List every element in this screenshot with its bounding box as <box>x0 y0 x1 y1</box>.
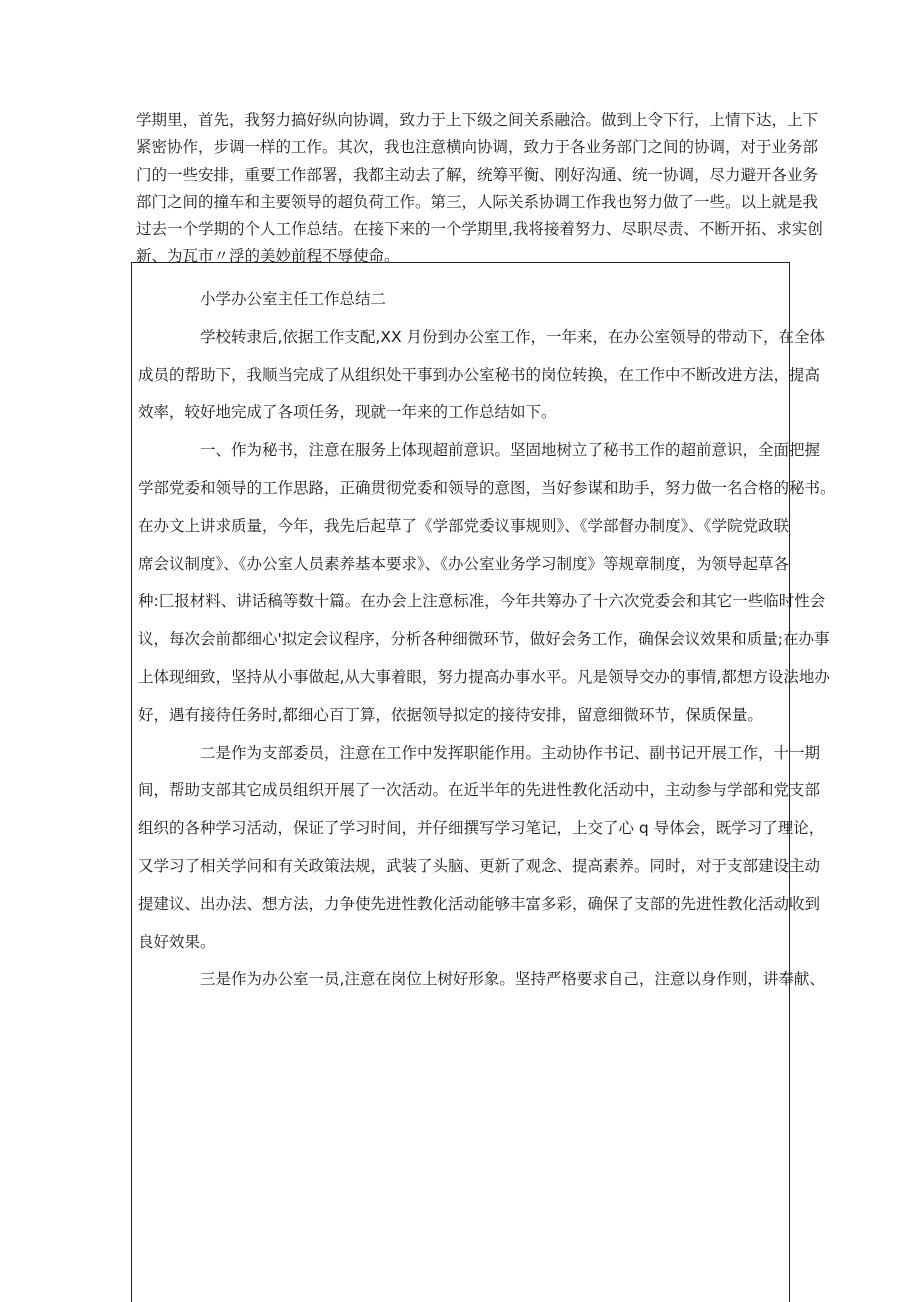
text-line: 成员的帮助下，我顺当完成了从组织处干事到办公室秘书的岗位转换，在工作中不断改进方法，提高 <box>138 365 821 384</box>
text-line: 议，每次会前都细心'拟定会议程序，分析各种细微环节，做好会务工作，确保会议效果和质量;在办事 <box>138 630 830 649</box>
text-line: 过去一个学期的个人工作总结。在接下来的一个学期里,我将接着努力、尽职尽责、不断开拓、求实创 <box>136 220 823 239</box>
text-line: 门的一些安排，重要工作部署，我都主动去了解，统筹平衡、刚好沟通、统一协调，尽力避开各业务 <box>136 165 819 184</box>
text-line: 又学习了相关学问和有关政策法规，武装了头脑、更新了观念、提高素养。同时，对于支部建设主动 <box>138 856 821 875</box>
section-title: 小学办公室主任工作总结二 <box>200 290 387 308</box>
text-line: 部门之间的撞车和主要领导的超负荷工作。第三，人际关系协调工作我也努力做了一些。以上就是我 <box>136 192 819 211</box>
text-line: 席会议制度》、《办公室人员素养基本要求》、《办公室业务学习制度》等规章制度，为领导起草各 <box>138 554 790 573</box>
top-paragraph <box>136 107 823 271</box>
text-line: 上体现细致，坚持从小事做起,从大事着眼，努力提高办事水平。凡是领导交办的事情,都想方设法地办 <box>138 667 830 686</box>
text-line: 好，遇有接待任务时,都细心百丁算，依据领导拟定的接待安排，留意细微环节，保质保量。 <box>138 705 763 724</box>
text-line: 提建议、出办法、想方法，力争使先进性教化活动能够丰富多彩，确保了支部的先进性教化活动收到 <box>138 894 821 913</box>
text-line: 良好效果。 <box>138 932 216 951</box>
text-line: 学校转隶后,依据工作支配,XX 月份到办公室工作，一年来，在办公室领导的带动下，在全体 <box>200 327 826 346</box>
text-line: 在办文上讲求质量，今年，我先后起草了《学部党委议事规则》、《学部督办制度》、《学院党政联 <box>138 516 790 535</box>
text-line: 学部党委和领导的工作思路，正确贯彻党委和领导的意图，当好参谋和助手，努力做一名合格的秘书。 <box>138 478 836 497</box>
text-line: 效率，较好地完成了各项任务，现就一年来的工作总结如下。 <box>138 403 557 422</box>
text-line: 间，帮助支部其它成员组织开展了一次活动。在近半年的先进性教化活动中，主动参与学部和党支部 <box>138 781 821 800</box>
text-line: 三是作为办公室一员,注意在岗位上树好形象。坚持严格要求自己，注意以身作则，讲奉献、 <box>200 970 825 989</box>
text-line: 新、为瓦市〃浮的美妙前程不辱使命。 <box>136 247 400 266</box>
text-line: 紧密协作，步调一样的工作。其次，我也注意横向协调，致力于各业务部门之间的协调，对于业务部 <box>136 138 819 157</box>
bordered-section <box>131 262 836 1302</box>
text-line: 学期里，首先，我努力搞好纵向协调，致力于上下级之间关系融洽。做到上令下行，上情下达，上下 <box>136 111 819 129</box>
text-line: 二是作为支部委员，注意在工作中发挥职能作用。主动协作书记、副书记开展工作，十一期 <box>200 743 821 762</box>
text-line: 组织的各种学习活动，保证了学习时间，并仔细撰写学习笔记，上交了心 q 导体会，既学习了理论， <box>138 819 825 838</box>
text-line: 一、作为秘书，注意在服务上体现超前意识。坚固地树立了秘书工作的超前意识，全面把握 <box>200 441 821 460</box>
text-line: 种:匚报材料、讲话稿等数十篇。在办会上注意标准，今年共筹办了十六次党委会和其它一些临时性会 <box>138 592 826 611</box>
